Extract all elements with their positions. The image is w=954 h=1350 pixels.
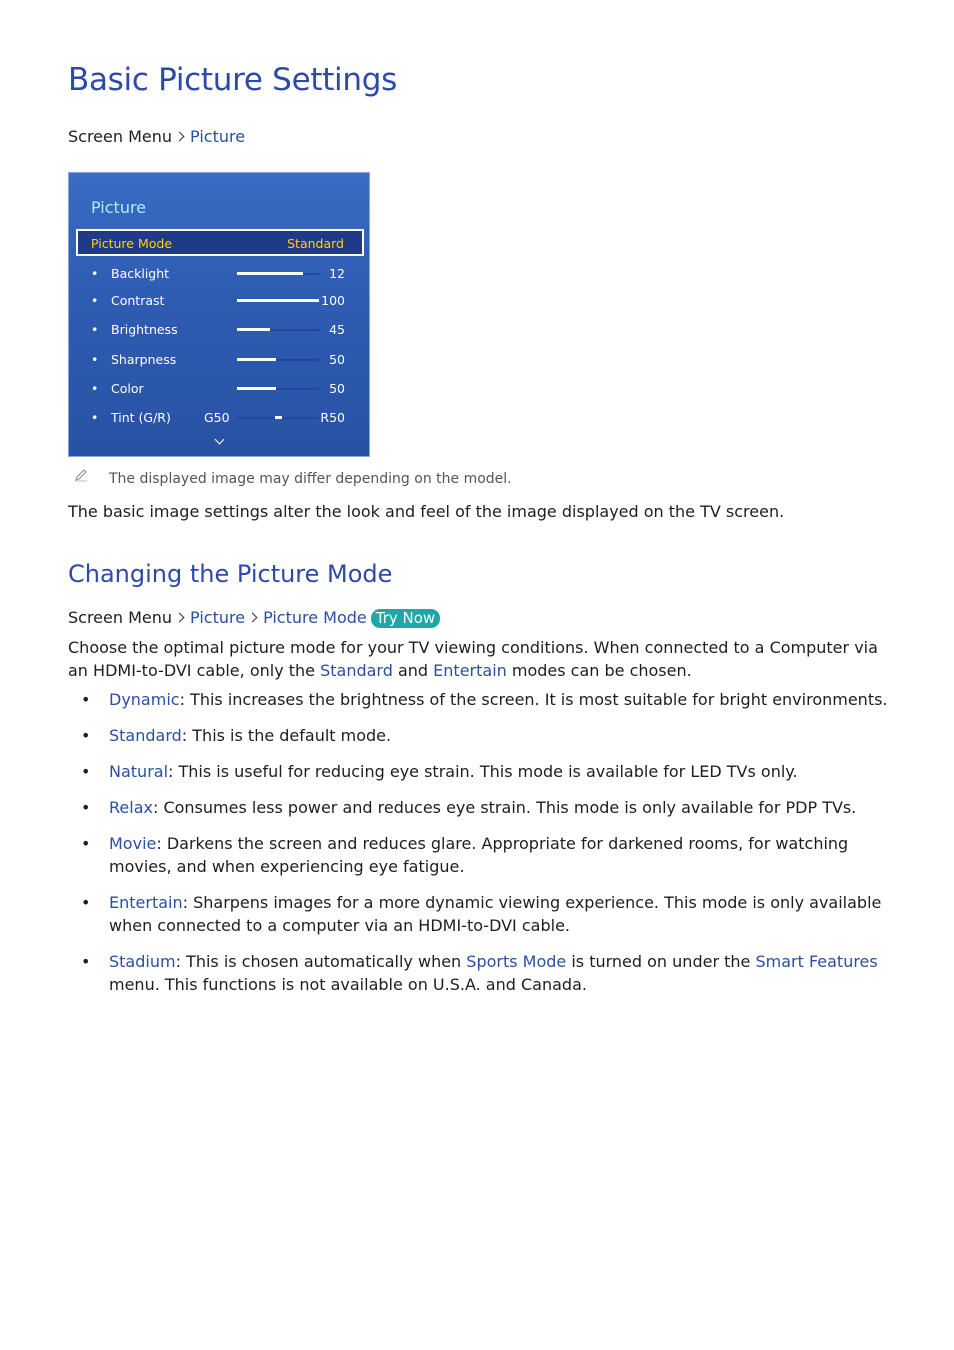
list-item [68,832,888,878]
smart-features-term: Smart Features [755,952,878,971]
try-now-button[interactable]: Try Now [371,609,440,628]
picture-mode-value: Standard [287,236,344,251]
intro-text: Choose the optimal picture mode for your TV viewing conditions. When connected to a Computer via an HDMI-to-DVI cable, only the [68,638,878,680]
list-item [68,891,888,937]
bullet-icon: • [91,322,99,337]
tint-green-value: G50 [204,410,230,425]
chevron-right-icon [175,613,185,623]
breadcrumb-2 [68,608,440,628]
tint-red-value: R50 [320,410,345,425]
breadcrumb-root: Screen Menu [68,127,173,146]
tv-item-slider[interactable] [237,300,319,302]
entertain-term: Entertain [433,661,507,680]
picture-mode-list [68,688,888,1009]
tv-item-label: Brightness [111,322,178,337]
bullet-icon: • [91,410,99,425]
tv-menu-item-sharpness[interactable] [69,352,371,372]
slider-fill [237,358,276,361]
slider-fill [237,272,303,275]
slider-fill [237,387,276,390]
breadcrumb [68,127,245,146]
mode-term: Dynamic [109,690,180,709]
tv-item-slider[interactable] [237,329,319,331]
mode-desc: : Sharpens images for a more dynamic viewing experience. This mode is only available when connected to a computer via an HDMI-to-DVI cable. [109,893,882,935]
slider-fill [237,328,270,331]
section-title: Changing the Picture Mode [68,560,393,588]
tv-item-value: 12 [329,266,345,281]
bullet-icon: • [91,381,99,396]
tv-item-value: 45 [329,322,345,337]
bullet-icon: • [91,293,99,308]
breadcrumb-root: Screen Menu [68,608,173,627]
breadcrumb-picture-link[interactable]: Picture [190,127,246,146]
picture-mode-label: Picture Mode [91,236,173,251]
mode-desc: : Darkens the screen and reduces glare. Appropriate for darkened rooms, for watching movies, and when experiencing eye fatigue. [109,834,849,876]
bullet-icon: • [91,352,99,367]
tv-menu-picture-mode-item[interactable] [76,229,364,256]
chevron-down-icon[interactable] [215,435,225,445]
tv-picture-menu [68,172,370,457]
tv-item-label: Contrast [111,293,165,308]
intro-text: and [392,661,434,680]
pencil-icon [74,468,88,482]
mode-desc: is turned on under the [566,952,756,971]
list-item [68,950,888,996]
slider-marker [275,416,282,419]
intro-text: modes can be chosen. [506,661,692,680]
tv-item-value: 100 [321,293,345,308]
mode-desc: : This is the default mode. [181,726,392,745]
chevron-right-icon [175,132,185,142]
tv-item-label: Sharpness [111,352,177,367]
mode-desc: : This is useful for reducing eye strain. This mode is available for LED TVs only. [168,762,798,781]
bullet-icon: • [91,266,99,281]
standard-term: Standard [320,661,393,680]
model-note: The displayed image may differ depending on the model. [109,471,512,487]
mode-term: Relax [109,798,153,817]
tv-item-value: 50 [329,381,345,396]
mode-desc: : This increases the brightness of the screen. It is most suitable for bright environments. [179,690,888,709]
section-intro [68,636,888,682]
tv-menu-item-backlight[interactable] [69,266,371,286]
mode-term: Stadium [109,952,176,971]
slider-fill [237,299,319,302]
list-item [68,688,888,711]
mode-desc: menu. This functions is not available on U.S.A. and Canada. [109,975,587,994]
chevron-right-icon [248,613,258,623]
mode-term: Movie [109,834,157,853]
intro-paragraph: The basic image settings alter the look and feel of the image displayed on the TV screen. [68,502,785,521]
breadcrumb-picture-mode-link[interactable]: Picture Mode [263,608,367,627]
tv-menu-item-color[interactable] [69,381,371,401]
tv-menu-title: Picture [91,198,147,217]
tv-menu-item-tint[interactable] [69,410,371,430]
tv-item-label: Tint (G/R) [111,410,171,425]
tv-item-slider[interactable] [237,388,319,390]
tv-item-value: 50 [329,352,345,367]
mode-term: Natural [109,762,169,781]
list-item [68,796,888,819]
tv-item-slider[interactable] [237,273,319,275]
tint-slider[interactable] [237,417,319,419]
mode-desc: : This is chosen automatically when [175,952,467,971]
sports-mode-term: Sports Mode [466,952,567,971]
mode-term: Standard [109,726,182,745]
page-title: Basic Picture Settings [68,62,397,98]
mode-term: Entertain [109,893,183,912]
tv-item-slider[interactable] [237,359,319,361]
tv-menu-item-contrast[interactable] [69,293,371,313]
tv-menu-item-brightness[interactable] [69,322,371,342]
list-item [68,760,888,783]
breadcrumb-picture-link[interactable]: Picture [190,608,246,627]
mode-desc: : Consumes less power and reduces eye strain. This mode is only available for PDP TVs. [152,798,857,817]
list-item [68,724,888,747]
tv-item-label: Color [111,381,144,396]
tv-item-label: Backlight [111,266,170,281]
